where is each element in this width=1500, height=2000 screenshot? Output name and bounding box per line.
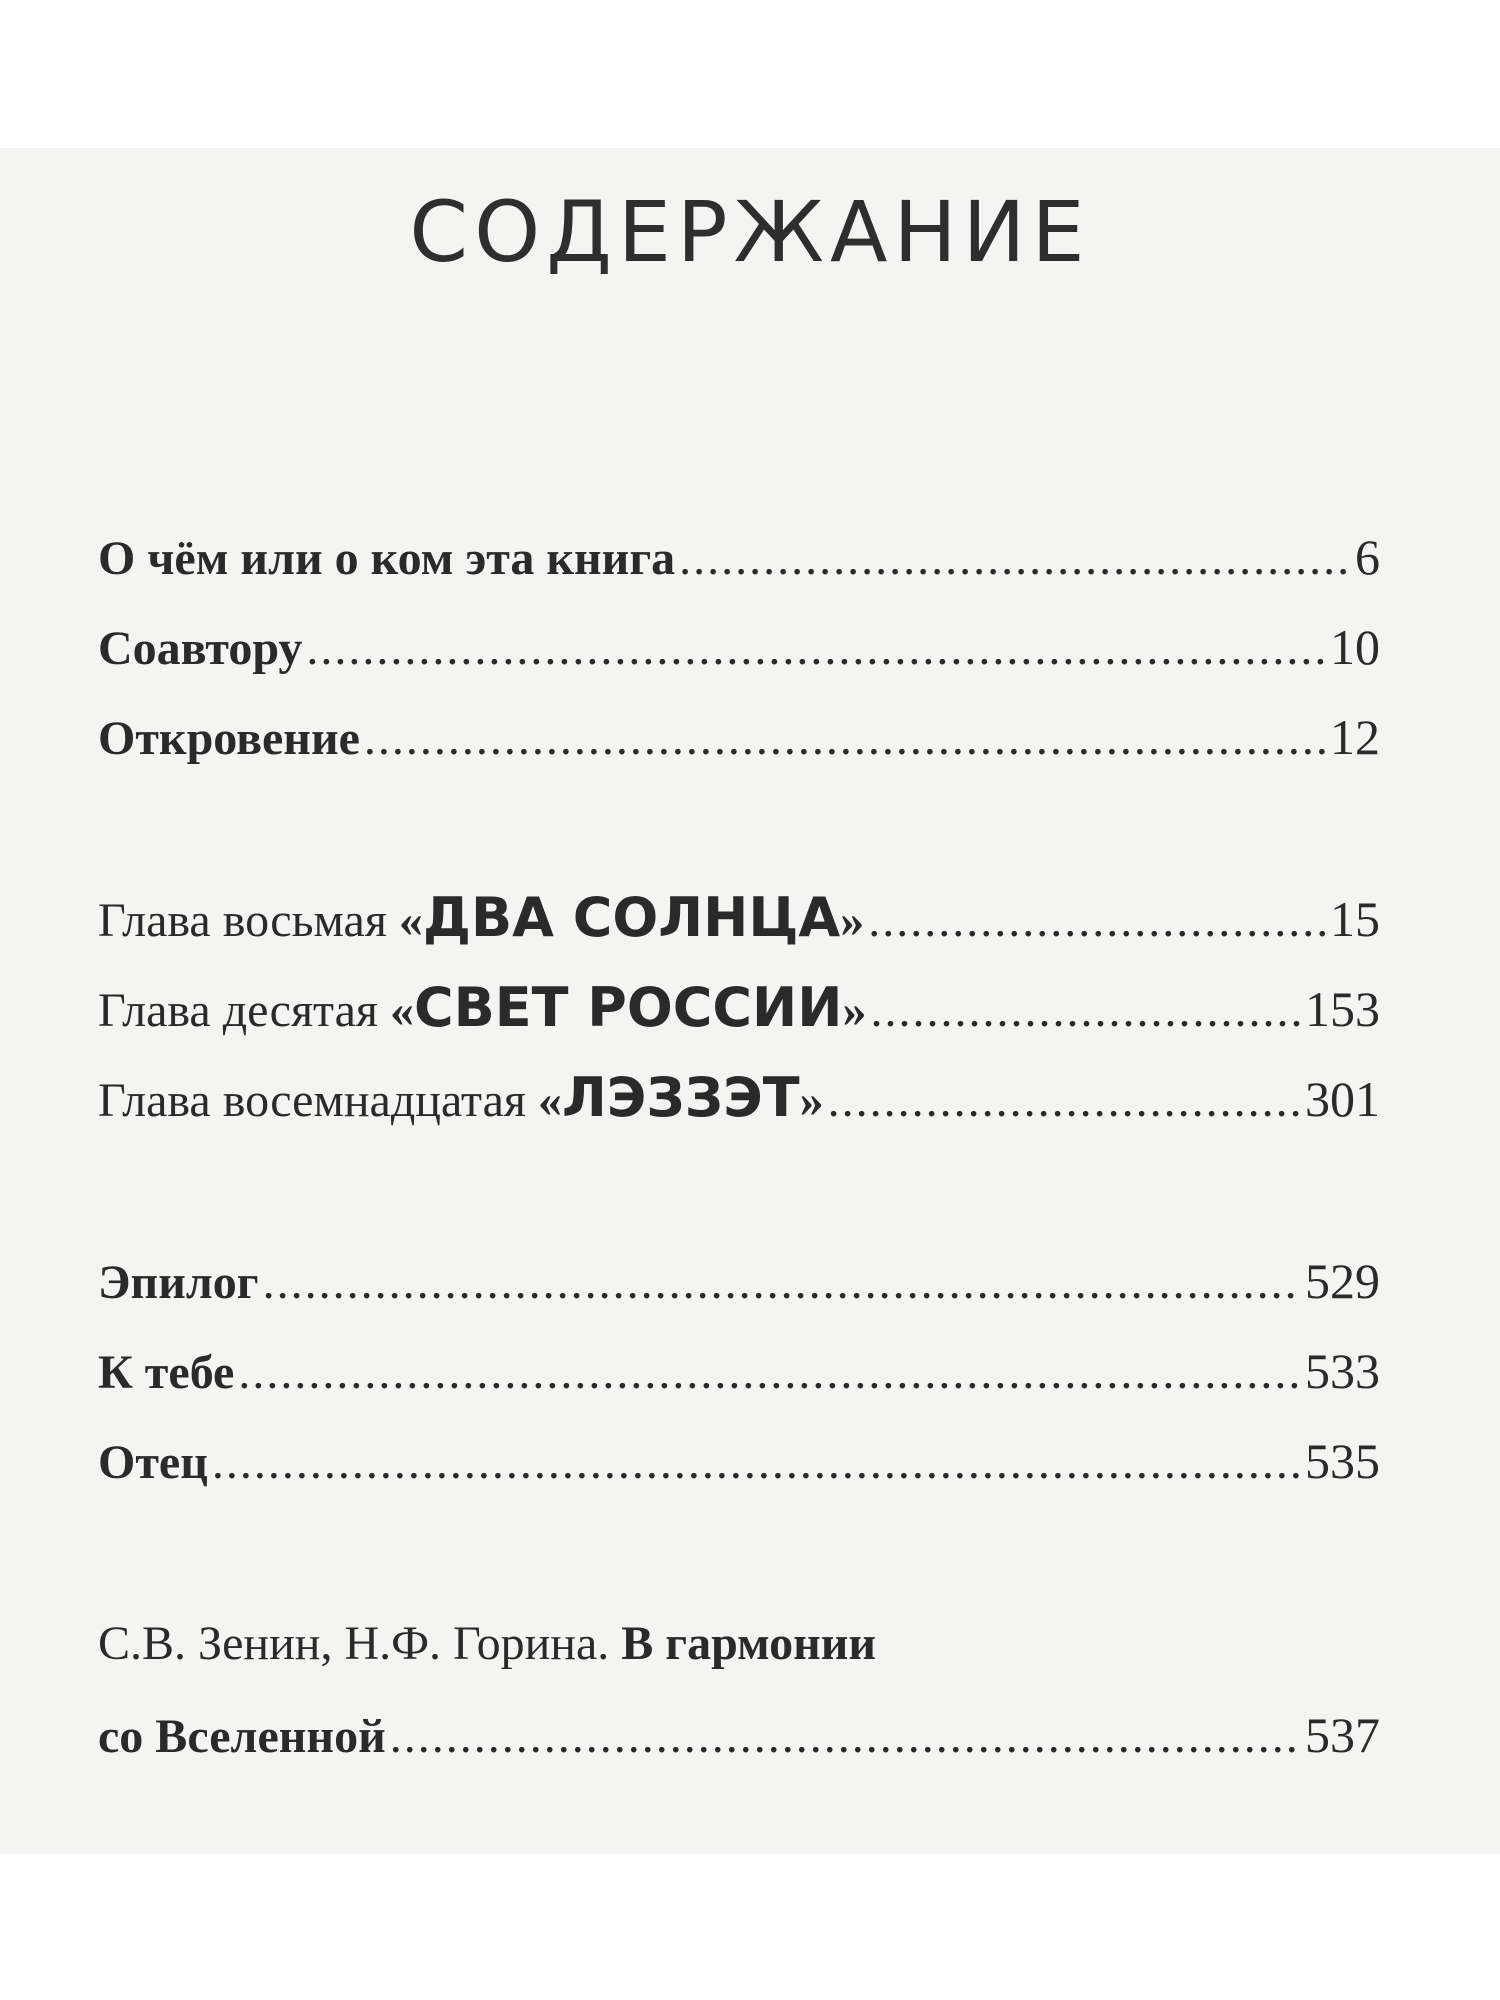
toc-entry-label <box>98 1068 824 1128</box>
toc-entry-label: Откровение <box>98 712 360 765</box>
toc-entry-label: О чём или о ком эта книга <box>98 532 676 585</box>
toc-entry-label: Отец <box>98 1436 208 1489</box>
toc-entry-chapter-1[interactable] <box>98 888 1380 948</box>
toc-entry-label <box>98 888 864 948</box>
toc-entry-label: К тебе <box>98 1346 235 1399</box>
toc-entry-front-3[interactable] <box>98 710 1380 766</box>
close-quote: » <box>840 894 865 947</box>
toc-entry-page: 6 <box>1355 529 1380 585</box>
toc-entry-chapter-3[interactable] <box>98 1068 1380 1128</box>
open-quote: « <box>389 984 414 1037</box>
toc-entry-back-1[interactable] <box>98 1254 1380 1310</box>
chapter-name: ДВА СОЛНЦА <box>422 886 841 949</box>
leader-dots <box>390 1711 1301 1764</box>
toc-entry-front-1[interactable] <box>98 530 1380 586</box>
appendix-title-part-2: со Вселенной <box>98 1710 386 1763</box>
open-quote: « <box>398 894 423 947</box>
chapter-name: ЛЭЗЗЭТ <box>561 1066 800 1129</box>
toc-entry-page: 153 <box>1305 981 1380 1037</box>
leader-dots <box>870 985 1301 1038</box>
leader-dots <box>306 623 1326 676</box>
toc-entry-appendix[interactable] <box>98 1708 1380 1764</box>
toc-entry-label: Соавтору <box>98 622 303 675</box>
toc-entry-page: 301 <box>1305 1071 1380 1127</box>
leader-dots <box>212 1437 1301 1490</box>
appendix-title-part-1: В гармонии <box>621 1617 877 1670</box>
open-quote: « <box>537 1074 562 1127</box>
chapter-prefix: Глава восемнадцатая <box>98 1074 526 1127</box>
page-title: СОДЕРЖАНИЕ <box>409 183 1091 281</box>
toc-entry-label: Эпилог <box>98 1256 259 1309</box>
toc-entry-page: 10 <box>1330 619 1380 675</box>
appendix-authors: С.В. Зенин, Н.Ф. Горина. <box>98 1617 610 1670</box>
toc-entry-page: 529 <box>1305 1253 1380 1309</box>
toc-entry-back-2[interactable] <box>98 1344 1380 1400</box>
close-quote: » <box>799 1074 824 1127</box>
leader-dots <box>238 1347 1301 1400</box>
toc-entry-page: 12 <box>1330 709 1380 765</box>
leader-dots <box>868 895 1326 948</box>
toc-entry-label <box>98 978 866 1038</box>
toc-entry-back-3[interactable] <box>98 1434 1380 1490</box>
toc-entry-front-2[interactable] <box>98 620 1380 676</box>
leader-dots <box>679 533 1351 586</box>
close-quote: » <box>842 984 867 1037</box>
leader-dots <box>263 1257 1301 1310</box>
chapter-name: СВЕТ РОССИИ <box>413 976 843 1039</box>
chapter-prefix: Глава десятая <box>98 984 378 1037</box>
appendix-line-1 <box>98 1618 876 1671</box>
toc-entry-page: 15 <box>1330 891 1380 947</box>
toc-entry-page: 535 <box>1305 1433 1380 1489</box>
toc-entry-page: 533 <box>1305 1343 1380 1399</box>
leader-dots <box>828 1075 1301 1128</box>
toc-entry-page: 537 <box>1305 1707 1380 1763</box>
chapter-prefix: Глава восьмая <box>98 894 387 947</box>
leader-dots <box>364 713 1326 766</box>
toc-entry-chapter-2[interactable] <box>98 978 1380 1038</box>
